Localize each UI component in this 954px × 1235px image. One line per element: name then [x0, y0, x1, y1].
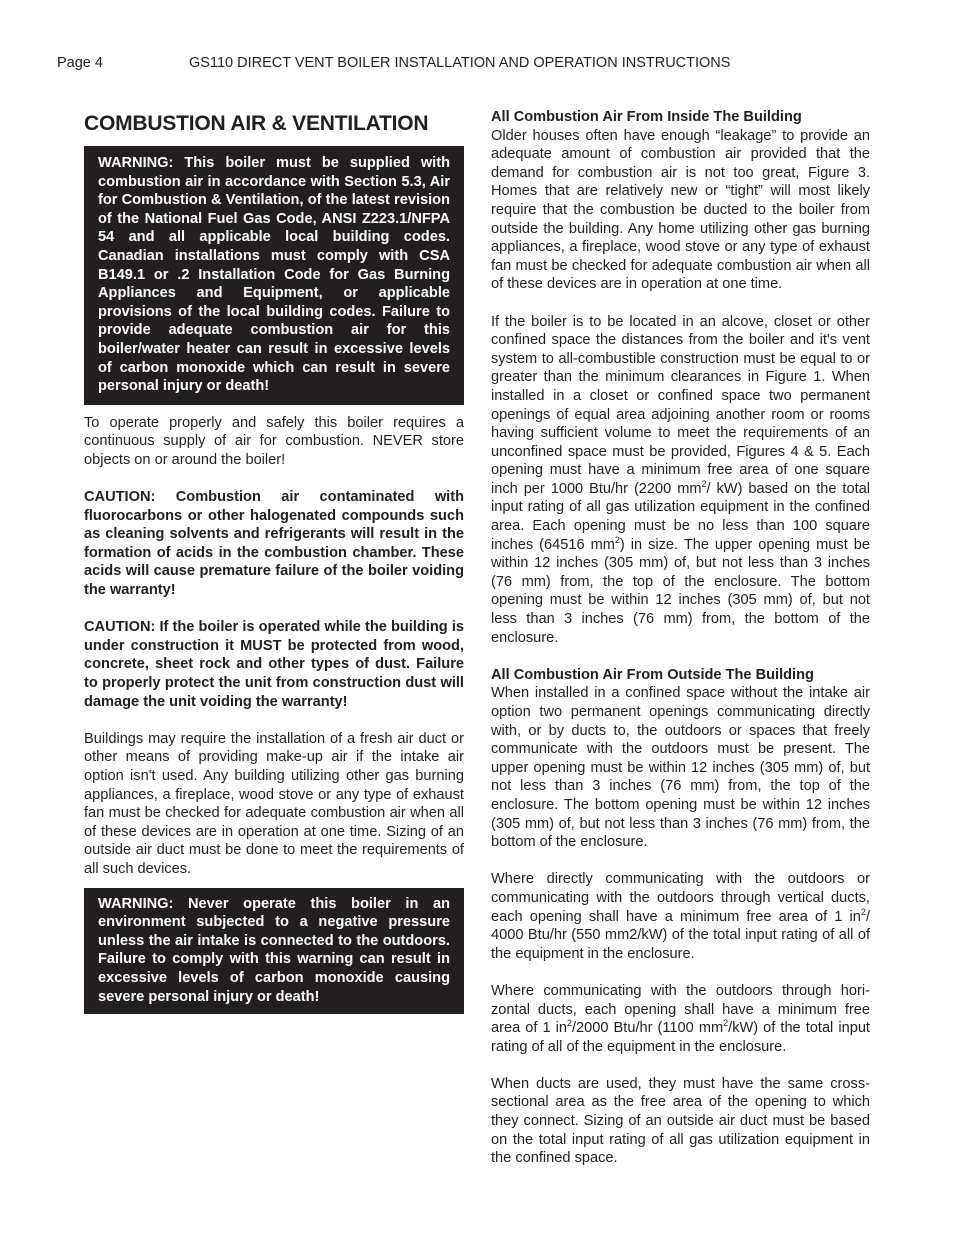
warning-box-negative-pressure — [84, 888, 464, 1015]
paragraph-outside-air: When installed in a confined space without the intake air option two permanent openings communicating directly with, or by ducts to, the outdoors or spaces that freely communicate with the outdoors must be present. The upper opening must be within 12 inches (305 mm) of, but not less than 3 inches (76 mm) from, the top of the enclosure. The bottom opening must be within 12 inches (305 mm) of, but not less than 3 inches (76 mm) from, the bottom of the enclosure. — [491, 685, 870, 851]
superscript: 2 — [614, 534, 620, 545]
paragraph-vertical-ducts — [491, 870, 870, 963]
page-number: Page 4 — [57, 55, 103, 71]
paragraph-continuous-air: To operate properly and safely this boiler requires a continuous supply of air for combustion. NEVER store objects on or around the boiler! — [84, 414, 464, 468]
warning-text: WARNING: This boiler must be supplied with combustion air in accordance with Section 5.3, Air for Combustion & Ventilation, of the latest revision of the National Fuel Gas Code, ANSI Z223.1/NFPA 54 and all applicable local building codes. Canadian installations must comply with CSA B149.1 or .2 Installation Code for Gas Burning Appliances and Equipment, or applicable provisions of the local building codes. Failure to provide adequate combustion air for this boiler/water heater can result in excessive levels of carbon monoxide which can result in severe personal injury or death! — [98, 155, 450, 395]
subheading-inside-air: All Combustion Air From Inside The Building — [491, 109, 802, 125]
text-run: /2000 Btu/hr (1100 mm — [572, 1020, 724, 1037]
warning-text: WARNING: Never operate this boiler in an environment subjected to a negative pressure unless the air intake is connected to the outdoors. Failure to comply with this warning can result in excessive levels of carbon monoxide causing severe personal injury or death! — [98, 895, 450, 1005]
superscript: 2 — [860, 906, 866, 917]
right-column — [491, 108, 870, 1186]
text-run: Where communicating with the outdoors through hori- zontal ducts, each opening shall have a minimum free area of 1 in — [491, 982, 870, 1037]
paragraph-inside-air: Older houses often have enough “leakage” to provide an adequate amount of combustion air provided that the demand for combustion air is not too great, Figure 3. Homes that are relatively new or “tight” will most likely require that the combustion be ducted to the boiler from outside the building. Any home utilizing other gas burning appliances, a fireplace, wood stove or any type of exhaust fan must be checked for adequate combustion air when all of these devices are in operation at one time. — [491, 127, 870, 293]
section-outside-air — [491, 666, 870, 852]
text-run: /kW) of the total input rating of all of the equipment in the enclosure. — [491, 1020, 870, 1055]
warning-box-combustion-air — [84, 146, 464, 405]
text-run: Where directly communicating with the outdoors or communicating with the outdoors through vertical ducts, each opening shall have a minimum free area of 1 in — [491, 871, 870, 925]
subheading-outside-air: All Combustion Air From Outside The Building — [491, 666, 814, 683]
paragraph-make-up-air: Buildings may require the installation of a fresh air duct or other means of providing make-up air if the intake air option isn't used. Any building utilizing other gas burning appliances, a fireplace, wood stove or any type of exhaust fan must be checked for adequate combustion air when all of these devices are in operation at one time. Sizing of an outside air duct must be done to meet the requirements of all such devices. — [84, 730, 464, 877]
caution-contaminated-air: CAUTION: Combustion air contaminated with fluorocarbons or other halogenated compounds such as cleaning solvents and refrigerants will result in the formation of acids in the combustion chamber. These acids will cause premature failure of the boiler voiding the warranty! — [84, 489, 464, 599]
text-run: If the boiler is to be located in an alcove, closet or other confined space the distances from the boiler and it's vent system to all-combustible construction must be equal to or greater than the minimum clearances in Figure 1. When installed in a closet or confined space two permanent openings of equal area adjoining another room or rooms having sufficient volume to meet the requirements of an unconfined space must be provided, Figures 4 & 5. Each opening must have a minimum free area of one square inch per 1000 Btu/hr (2200 mm — [491, 313, 870, 497]
superscript: 2 — [723, 1018, 729, 1029]
section-inside-air — [491, 108, 870, 294]
document-title: GS110 DIRECT VENT BOILER INSTALLATION AND OPERATION INSTRUCTIONS — [189, 55, 731, 71]
text-run: ) in size. The upper opening must be within 12 inches (305 mm) of, but not less than 3 inches (76 mm) from, the top of the enclosure. The bottom opening must be within 12 inches (305 mm) of, but not less than 3 inches (76 mm) from, the bottom of the enclosure. — [491, 536, 870, 646]
paragraph-alcove-closet — [491, 313, 870, 648]
text-run: / 4000 Btu/hr (550 mm2/kW) of the total input rating of all of the equipment in the enclosure. — [491, 908, 870, 962]
left-column — [84, 108, 464, 1023]
caution-construction-dust: CAUTION: If the boiler is operated while the building is under construction it MUST be protected from wood, concrete, sheet rock and other types of dust. Failure to properly protect the unit from construction dust will damage the unit voiding the warranty! — [84, 619, 464, 710]
paragraph-duct-sizing: When ducts are used, they must have the same cross- sectional area as the free area of the opening to which they connect. Sizing of an outside air duct must be based on the total input rating of all gas utilization equipment in the confined space. — [491, 1075, 870, 1167]
superscript: 2 — [566, 1018, 572, 1029]
superscript: 2 — [701, 479, 707, 490]
section-title: COMBUSTION AIR & VENTILATION — [84, 112, 429, 135]
paragraph-horizontal-ducts — [491, 982, 870, 1056]
text-run: / kW) based on the total input rating of all gas utilization equipment in the confined area. Each opening must be no less than 100 square inches (64516 mm — [491, 480, 870, 553]
